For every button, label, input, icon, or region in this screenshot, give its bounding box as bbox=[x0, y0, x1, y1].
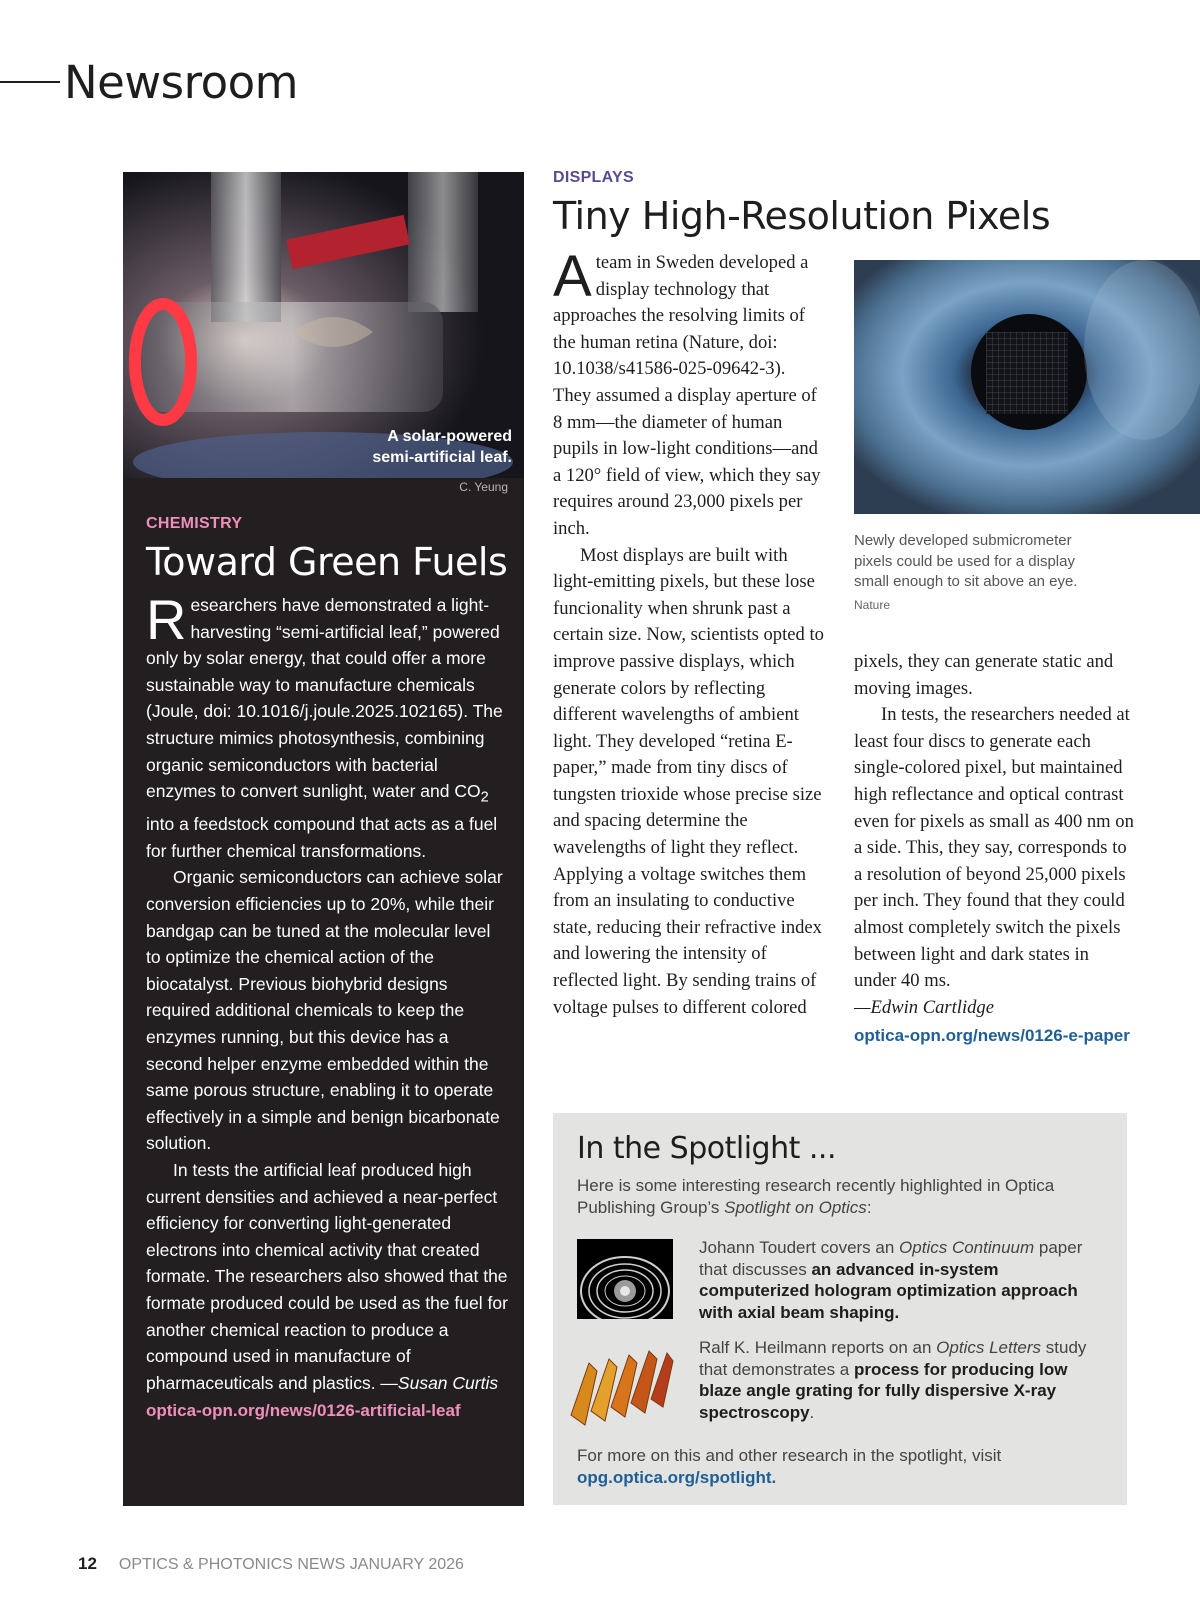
displays-author: —Edwin Cartlidge bbox=[854, 996, 994, 1018]
photo-caption-line2: semi-artificial leaf. bbox=[372, 449, 512, 466]
chemistry-paragraph-3 bbox=[146, 1157, 508, 1396]
drop-cap: A bbox=[553, 244, 592, 309]
displays-kicker: DISPLAYS bbox=[553, 169, 634, 186]
spotlight-more bbox=[577, 1445, 1097, 1489]
spotlight-link[interactable]: opg.optica.org/spotlight. bbox=[577, 1468, 777, 1487]
photo-caption bbox=[372, 426, 512, 468]
chemistry-body bbox=[146, 588, 508, 1425]
chemistry-paragraph-1 bbox=[146, 588, 508, 864]
chemistry-article bbox=[123, 172, 524, 1506]
displays-paragraph-2: Most displays are built with light-emitting pixels, but these lose funcionality when shrunk past a certain size. Now, scientists opted to improve passive displays, which generate colors by reflecting different wavelengths of ambient light. They developed “retina E-paper,” made from tiny discs of tungsten trioxide whose precise size and spacing determine the wavelengths of light they reflect. Applying a voltage switches them from an insulating to conductive state, reducing their refractive index and lowering the intensity of reflected light. By sending trains of voltage pulses to different colored bbox=[553, 544, 824, 1018]
page-footer bbox=[78, 1554, 464, 1574]
chemistry-p1-text: esearchers have demonstrated a light-harvesting “semi-artificial leaf,” powered only by solar energy, that could offer a more sustainable way to manufacture chemicals (Joule, doi: 10.1016/j.joule.2025.102165). The structure mimics photosynthesis, combining organic semiconductors with bacterial enzymes to convert sunlight, water and CO bbox=[146, 595, 503, 802]
displays-paragraph-1 bbox=[553, 244, 827, 543]
eye-photo bbox=[854, 260, 1200, 514]
spotlight-item-1-journal: Optics Continuum bbox=[899, 1238, 1035, 1257]
chemistry-paragraph-2: Organic semiconductors can achieve solar conversion efficiencies up to 20%, while their bandgap can be tuned at the molecular level to optimize the chemical action of the biocatalyst. Previous biohybrid designs required additional chemicals to keep the enzymes running, but this device has a second helper enzyme embedded within the same porous structure, enabling it to operate effectively in a simple and benign bicarbonate solution. bbox=[146, 867, 503, 1154]
spotlight-intro-text: Here is some interesting research recently highlighted in Optica Publishing Group’s bbox=[577, 1176, 1055, 1217]
grating-thumbnail bbox=[567, 1345, 677, 1435]
displays-p1-text: team in Sweden developed a display technology that approaches the resolving limits of the human retina (Nature, doi: 10.1038/s41586-025-09642-3). They assumed a display aperture of 8 mm—the diameter of human pupils in low-light conditions—and a 120° field of view, which they say requires around 23,000 pixels per inch. bbox=[553, 252, 821, 539]
drop-cap: R bbox=[146, 588, 187, 651]
eye-illustration bbox=[854, 260, 1200, 514]
spotlight-item-1-text-2: paper that discusses bbox=[699, 1238, 1083, 1279]
section-header bbox=[0, 52, 298, 112]
chemistry-p3-text: In tests the artificial leaf produced high current densities and achieved a near-perfect efficiency for converting light-generated electrons into chemical activity that created formate. The researchers also showed that the formate produced could be used as the fuel for another chemical reaction to produce a compound used in manufacture of pharmaceuticals and plastics. — bbox=[146, 1159, 508, 1393]
spotlight-item-1[interactable] bbox=[699, 1237, 1099, 1323]
chemistry-author: Susan Curtis bbox=[397, 1372, 499, 1393]
displays-column-2 bbox=[854, 649, 1134, 1050]
spotlight-intro-emphasis: Spotlight on Optics bbox=[724, 1197, 867, 1217]
displays-title: Tiny High-Resolution Pixels bbox=[553, 194, 1051, 238]
spotlight-intro bbox=[577, 1175, 1097, 1218]
spotlight-box bbox=[553, 1113, 1127, 1505]
co2-subscript: 2 bbox=[480, 789, 489, 806]
spotlight-item-2-link[interactable]: process for producing low blaze angle grating for fully dispersive X-ray spectroscopy bbox=[699, 1359, 1068, 1422]
grating-illustration bbox=[567, 1345, 677, 1435]
chemistry-link[interactable]: optica-opn.org/news/0126-artificial-leaf bbox=[146, 1401, 461, 1421]
photo-credit: C. Yeung bbox=[459, 480, 508, 494]
eye-credit: Nature bbox=[854, 598, 891, 612]
spotlight-more-text: For more on this and other research in the spotlight, visit bbox=[577, 1446, 1002, 1465]
spotlight-item-1-text: Johann Toudert covers an bbox=[699, 1238, 900, 1257]
chemistry-kicker: CHEMISTRY bbox=[146, 515, 243, 532]
displays-link[interactable]: optica-opn.org/news/0126-e-paper bbox=[854, 1026, 1130, 1046]
spotlight-intro-end: : bbox=[866, 1197, 872, 1217]
hologram-thumbnail bbox=[577, 1239, 673, 1319]
header-rule bbox=[0, 81, 60, 83]
spotlight-item-2-text: Ralf K. Heilmann reports on an bbox=[699, 1338, 937, 1357]
spotlight-item-2-text-2: study that demonstrates a bbox=[699, 1338, 1087, 1379]
chemistry-p1-text-end: into a feedstock compound that acts as a fuel for further chemical transformations. bbox=[146, 814, 498, 861]
spotlight-item-2[interactable] bbox=[699, 1337, 1099, 1423]
spotlight-item-2-journal: Optics Letters bbox=[936, 1338, 1042, 1357]
section-title: Newsroom bbox=[64, 55, 299, 109]
spotlight-item-1-link[interactable]: an advanced in-system computerized hologram optimization approach with axial beam shaping. bbox=[699, 1259, 1078, 1322]
page-number: 12 bbox=[78, 1554, 97, 1573]
displays-paragraph-4: In tests, the researchers needed at least four discs to generate each single-colored pixel, but maintained high reflectance and optical contrast even for pixels as small as 400 nm on a side. This, they say, corresponds to a resolution of beyond 25,000 pixels per inch. They found that they could almost completely switch the pixels between light and dark states in under 40 ms. bbox=[854, 704, 1134, 992]
displays-paragraph-3: pixels, they can generate static and moving images. bbox=[854, 651, 1114, 699]
hologram-illustration bbox=[577, 1239, 673, 1319]
chemistry-title: Toward Green Fuels bbox=[146, 540, 508, 584]
photo-caption-line1: A solar-powered bbox=[387, 428, 512, 445]
spotlight-title: In the Spotlight ... bbox=[577, 1131, 837, 1166]
publication-name: OPTICS & PHOTONICS NEWS JANUARY 2026 bbox=[118, 1556, 464, 1573]
eye-caption: Newly developed submicrometer pixels could be used for a display small enough to sit above an eye. bbox=[854, 532, 1078, 590]
displays-column-1 bbox=[553, 244, 827, 1021]
spotlight-item-2-period: . bbox=[809, 1402, 815, 1422]
